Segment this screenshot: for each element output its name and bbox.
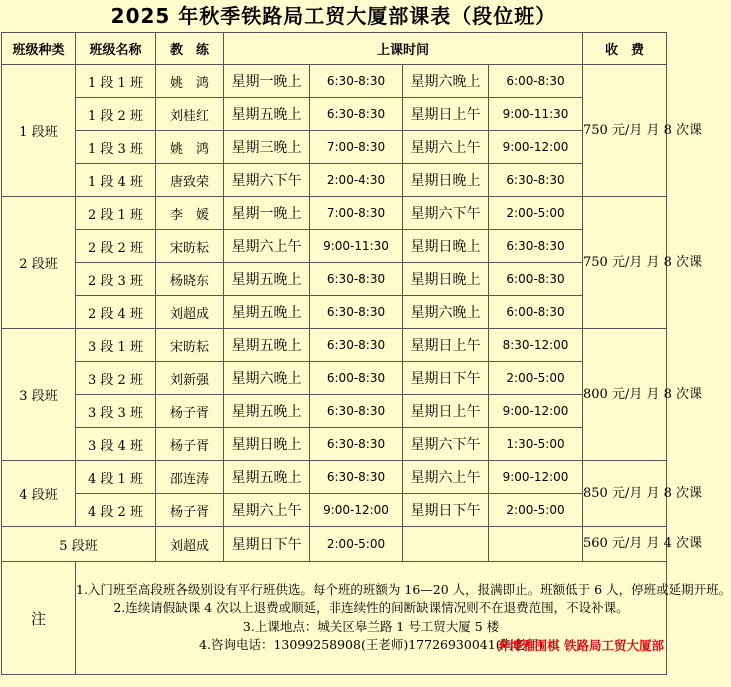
- time1-cell: 6:30-8:30: [310, 329, 403, 362]
- time2-cell: 9:00-12:00: [489, 131, 583, 164]
- table-row: [2, 197, 667, 230]
- header-coach: 教 练: [156, 33, 224, 65]
- fee-cell: 850 元/月 月 8 次课: [583, 461, 667, 527]
- header-row: [2, 33, 667, 65]
- coach-cell: 杨子胥: [156, 494, 224, 527]
- class-name-cell: 3 段 3 班: [76, 395, 156, 428]
- table-row: [2, 461, 667, 494]
- time2-cell: 6:00-8:30: [489, 296, 583, 329]
- table-row: [2, 329, 667, 362]
- time2-cell: 1:30-5:00: [489, 428, 583, 461]
- table-row: [2, 362, 667, 395]
- time1-cell: 6:30-8:30: [310, 296, 403, 329]
- table-row: [2, 527, 667, 562]
- day2-cell: 星期六晚上: [403, 296, 489, 329]
- time1-cell: 2:00-5:00: [310, 527, 403, 562]
- category-cell: 3 段班: [2, 329, 76, 461]
- day1-cell: 星期五晚上: [224, 461, 310, 494]
- day1-cell: 星期六上午: [224, 494, 310, 527]
- day2-cell: 星期六下午: [403, 428, 489, 461]
- day1-cell: 星期日晚上: [224, 428, 310, 461]
- time1-cell: 6:30-8:30: [310, 461, 403, 494]
- header-fee: 收 费: [583, 33, 667, 65]
- class-name-cell: 3 段 1 班: [76, 329, 156, 362]
- day1-cell: 星期六上午: [224, 230, 310, 263]
- day2-cell: 星期六上午: [403, 131, 489, 164]
- header-schedule: 上课时间: [224, 33, 583, 65]
- notes-row: [2, 562, 667, 675]
- day2-cell: 星期六下午: [403, 197, 489, 230]
- class-name-cell: 1 段 4 班: [76, 164, 156, 197]
- class-name-cell: 1 段 3 班: [76, 131, 156, 164]
- day2-cell: 星期日上午: [403, 329, 489, 362]
- day1-cell: 星期一晚上: [224, 65, 310, 98]
- fee-cell: 750 元/月 月 8 次课: [583, 197, 667, 329]
- day1-cell: 星期五晚上: [224, 395, 310, 428]
- notes-cell: [76, 562, 731, 675]
- page-title: 2025 年秋季铁路局工贸大厦部课表（段位班）: [110, 4, 557, 28]
- class-name-cell: 2 段 2 班: [76, 230, 156, 263]
- time1-cell: 6:30-8:30: [310, 395, 403, 428]
- time1-cell: 9:00-11:30: [310, 230, 403, 263]
- time2-cell: 6:30-8:30: [489, 230, 583, 263]
- coach-cell: 刘超成: [156, 527, 224, 562]
- time1-cell: 6:30-8:30: [310, 65, 403, 98]
- category-cell: 2 段班: [2, 197, 76, 329]
- coach-cell: 杨晓东: [156, 263, 224, 296]
- table-row: [2, 296, 667, 329]
- empty-cell: [403, 527, 489, 562]
- time1-cell: 9:00-12:00: [310, 494, 403, 527]
- class-name-cell: 3 段 2 班: [76, 362, 156, 395]
- table-row: [2, 428, 667, 461]
- table-row: [2, 65, 667, 98]
- table-row: [2, 98, 667, 131]
- class-name-cell: 2 段 1 班: [76, 197, 156, 230]
- empty-cell: [489, 527, 583, 562]
- table-row: [2, 494, 667, 527]
- table-row: [2, 164, 667, 197]
- fee-cell: 750 元/月 月 8 次课: [583, 65, 667, 197]
- time2-cell: 9:00-12:00: [489, 395, 583, 428]
- time1-cell: 6:30-8:30: [310, 428, 403, 461]
- time1-cell: 7:00-8:30: [310, 131, 403, 164]
- category-cell: 5 段班: [2, 527, 156, 562]
- note-line: 1.入门班至高段班各级别设有平行班供选。每个班的班额为 16—20 人，报满即止。班额低于 6 人，停班或延期开班。: [76, 581, 731, 597]
- day2-cell: 星期六上午: [403, 461, 489, 494]
- time1-cell: 6:30-8:30: [310, 98, 403, 131]
- day2-cell: 星期日晚上: [403, 164, 489, 197]
- coach-cell: 杨子胥: [156, 428, 224, 461]
- coach-cell: 刘超成: [156, 296, 224, 329]
- time2-cell: 2:00-5:00: [489, 362, 583, 395]
- time1-cell: 2:00-4:30: [310, 164, 403, 197]
- notes-label: 注: [2, 562, 76, 675]
- time2-cell: 6:30-8:30: [489, 164, 583, 197]
- coach-cell: 宋昉耘: [156, 230, 224, 263]
- footer-brand: 奔博雅围棋 铁路局工贸大厦部: [497, 637, 665, 653]
- day2-cell: 星期日晚上: [403, 263, 489, 296]
- day2-cell: 星期六晚上: [403, 65, 489, 98]
- day2-cell: 星期日上午: [403, 98, 489, 131]
- coach-cell: 姚 鸿: [156, 65, 224, 98]
- note-line: 4.咨询电话：13099258908(王老师)17726930041(陶老师): [199, 637, 543, 653]
- table-row: [2, 263, 667, 296]
- time1-cell: 6:00-8:30: [310, 362, 403, 395]
- day1-cell: 星期五晚上: [224, 98, 310, 131]
- day1-cell: 星期五晚上: [224, 329, 310, 362]
- category-cell: 4 段班: [2, 461, 76, 527]
- class-name-cell: 4 段 1 班: [76, 461, 156, 494]
- time2-cell: 9:00-11:30: [489, 98, 583, 131]
- class-name-cell: 2 段 4 班: [76, 296, 156, 329]
- day1-cell: 星期一晚上: [224, 197, 310, 230]
- coach-cell: 杨子胥: [156, 395, 224, 428]
- coach-cell: 姚 鸿: [156, 131, 224, 164]
- class-name-cell: 1 段 2 班: [76, 98, 156, 131]
- table-row: [2, 131, 667, 164]
- time2-cell: 8:30-12:00: [489, 329, 583, 362]
- header-class-name: 班级名称: [76, 33, 156, 65]
- time1-cell: 6:30-8:30: [310, 263, 403, 296]
- day1-cell: 星期六晚上: [224, 362, 310, 395]
- day1-cell: 星期三晚上: [224, 131, 310, 164]
- day2-cell: 星期日下午: [403, 494, 489, 527]
- fee-cell: 560 元/月 月 4 次课: [583, 527, 667, 562]
- time2-cell: 6:00-8:30: [489, 263, 583, 296]
- category-cell: 1 段班: [2, 65, 76, 197]
- note-line: 2.连续请假缺课 4 次以上退费或顺延，非连续性的间断缺课情况则不在退费范围，不设补课。: [113, 600, 629, 616]
- coach-cell: 唐致荣: [156, 164, 224, 197]
- coach-cell: 宋昉耘: [156, 329, 224, 362]
- day2-cell: 星期日下午: [403, 362, 489, 395]
- time2-cell: 2:00-5:00: [489, 197, 583, 230]
- class-name-cell: 1 段 1 班: [76, 65, 156, 98]
- coach-cell: 刘新强: [156, 362, 224, 395]
- day2-cell: 星期日晚上: [403, 230, 489, 263]
- coach-cell: 刘桂红: [156, 98, 224, 131]
- header-category: 班级种类: [2, 33, 76, 65]
- class-name-cell: 3 段 4 班: [76, 428, 156, 461]
- time2-cell: 9:00-12:00: [489, 461, 583, 494]
- time2-cell: 6:00-8:30: [489, 65, 583, 98]
- day2-cell: 星期日上午: [403, 395, 489, 428]
- class-name-cell: 2 段 3 班: [76, 263, 156, 296]
- day1-cell: 星期日下午: [224, 527, 310, 562]
- day1-cell: 星期五晚上: [224, 263, 310, 296]
- fee-cell: 800 元/月 月 8 次课: [583, 329, 667, 461]
- table-row: [2, 230, 667, 263]
- table-row: [2, 395, 667, 428]
- time2-cell: 2:00-5:00: [489, 494, 583, 527]
- note-line: 3.上课地点：城关区皋兰路 1 号工贸大厦 5 楼: [242, 618, 500, 634]
- coach-cell: 李 媛: [156, 197, 224, 230]
- schedule-table: [1, 32, 731, 675]
- coach-cell: 邵连涛: [156, 461, 224, 494]
- time1-cell: 7:00-8:30: [310, 197, 403, 230]
- day1-cell: 星期五晚上: [224, 296, 310, 329]
- day1-cell: 星期六下午: [224, 164, 310, 197]
- class-name-cell: 4 段 2 班: [76, 494, 156, 527]
